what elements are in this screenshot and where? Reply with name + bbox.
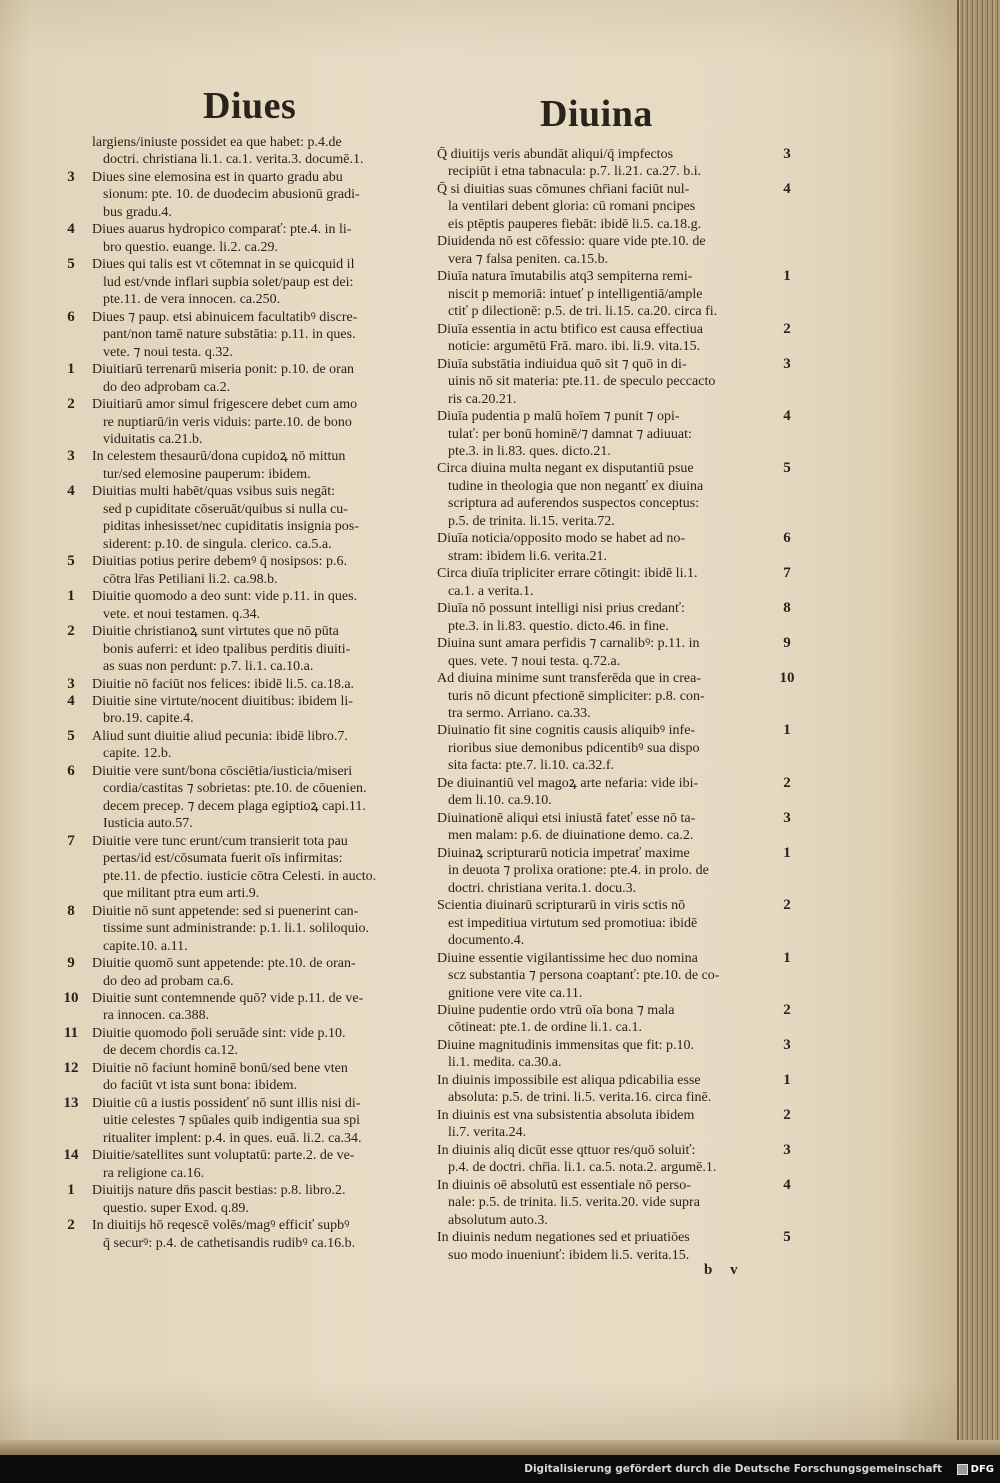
index-entry xyxy=(67,308,432,361)
index-entry xyxy=(437,180,791,233)
entry-line: Diuitiarū amor simul frigescere debet cum amo xyxy=(92,397,358,413)
entry-line: de decem chordis ca.12. xyxy=(103,1043,238,1059)
entry-line: do deo adprobam ca.2. xyxy=(103,379,231,395)
entry-line: In diuinis est vna subsistentia absoluta ibidem xyxy=(437,1107,695,1123)
entry-line: doctri. christiana verita.1. docu.3. xyxy=(448,880,637,896)
entry-line: tra sermo. Arriano. ca.33. xyxy=(448,706,591,721)
entry-number: 1 xyxy=(67,361,75,378)
entry-line: scz substantia ⁊ persona coaptanť: pte.10. de co- xyxy=(448,968,720,984)
entry-line: nale: p.5. de trinita. li.5. verita.20. vide supra xyxy=(448,1195,700,1211)
entry-number: 5 xyxy=(783,1229,791,1246)
entry-line: q̄ securꝰ: p.4. de cathetisandis rudibꝰ ca.16.b. xyxy=(103,1235,356,1251)
index-entry xyxy=(437,897,791,949)
entry-line: Diuine essentie vigilantissime hec duo nomina xyxy=(437,950,698,966)
entry-line: absoluta: p.5. de trini. li.5. verita.16. circa finē. xyxy=(448,1090,712,1106)
entry-line: doctri. christiana li.1. ca.1. verita.3. documē.1. xyxy=(103,152,364,168)
entry-line: Diues ⁊ paup. etsi abinuicem facultatibꝰ discre- xyxy=(92,309,358,325)
entry-line: gnitione vere vite ca.11. xyxy=(448,985,583,1001)
entry-number: 2 xyxy=(783,897,791,914)
entry-number: 9 xyxy=(783,635,791,652)
entry-line: tulať: per bonū hominē/⁊ damnat ⁊ adiuuat: xyxy=(448,426,692,442)
entry-number: 8 xyxy=(783,600,791,617)
entry-line: cōtra lr̄as Petiliani li.2. ca.98.b. xyxy=(103,571,278,587)
entry-line: vete. et noui testamen. q.34. xyxy=(103,606,261,622)
index-entry xyxy=(437,268,791,320)
entry-line: pant/non tamē nature substātia: p.11. in ques. xyxy=(103,327,356,343)
entry-line: Diuitijs nature dn̄s pascit bestias: p.8. libro.2. xyxy=(92,1183,346,1199)
entry-line: Diuitie nō faciunt hominē bonū/sed bene vten xyxy=(92,1060,348,1076)
entry-line: que militant ptra eum arti.9. xyxy=(103,886,260,902)
entry-line: absolutum auto.3. xyxy=(448,1212,548,1228)
entry-number: 3 xyxy=(67,448,75,465)
entry-line: re nuptiarū/in veris viduis: parte.10. de bono xyxy=(103,414,352,430)
entry-line: Diuīa nō possunt intelligi nisi prius credanť: xyxy=(437,601,685,617)
entry-line: Diuitie christianoꝝ sunt virtutes que nō pūta xyxy=(92,624,339,640)
index-entry xyxy=(63,989,432,1025)
entry-number: 2 xyxy=(783,1106,791,1123)
entry-line: Diuitie quomō sunt appetende: pte.10. de oran- xyxy=(92,956,356,972)
entry-line: niscit p memoriā: intueť p intelligentiā/ample xyxy=(448,286,703,302)
index-entry xyxy=(67,693,432,728)
entry-line: ctiť p dilectionē: p.5. de tri. li.15. ca.20. circa fi. xyxy=(448,304,718,320)
entry-line: Diuitie nō faciūt nos felices: ibidē li.5. ca.18.a. xyxy=(92,676,355,692)
index-entry xyxy=(67,483,432,553)
index-entry xyxy=(67,727,432,763)
entry-number: 4 xyxy=(67,693,75,709)
index-entry xyxy=(437,844,791,897)
index-entry xyxy=(437,320,791,356)
entry-number: 11 xyxy=(63,1024,79,1041)
index-entry xyxy=(437,809,791,845)
entry-line: In diuinis nedum negationes sed et priuatiōes xyxy=(437,1230,690,1246)
entry-line: pte.3. in li.83. questio. dicto.46. in fine. xyxy=(448,618,669,634)
index-entry xyxy=(437,722,791,774)
entry-line: sed p cupiditate cōseruāt/quibus si nulla cu- xyxy=(103,501,348,517)
entry-line: in deuota ⁊ prolixa oratione: pte.4. in prolo. de xyxy=(448,863,709,879)
entry-line: p.5. de trinita. li.15. verita.72. xyxy=(448,513,615,529)
index-entry xyxy=(67,396,432,448)
entry-line: pte.11. de vera innocen. ca.250. xyxy=(103,292,281,308)
index-entry xyxy=(437,146,791,181)
entry-line: ritualiter implent: p.4. in ques. euā. li.2. ca.34. xyxy=(103,1130,362,1146)
entry-number: 6 xyxy=(67,308,75,325)
entry-number: 3 xyxy=(783,146,791,162)
entry-line: Diuitias multi habēt/quas vsibus suis negāt: xyxy=(92,484,336,500)
index-entry xyxy=(67,955,432,990)
index-entry xyxy=(67,256,432,308)
index-entry xyxy=(437,355,791,408)
index-entry xyxy=(437,949,791,1002)
entry-line: sita facta: pte.7. li.10. ca.32.f. xyxy=(448,758,614,774)
entry-number: 3 xyxy=(67,168,75,185)
entry-line: la ventilari debent gloria: cū romani pncipes xyxy=(448,199,696,215)
entry-line: Diues qui talis est vt cōtemnat in se quicquid il xyxy=(92,257,355,273)
entry-line: uitie celestes ⁊ spūales quib indigentia sua spi xyxy=(103,1113,360,1129)
page-stack-edge xyxy=(960,0,1000,1455)
index-entry xyxy=(437,670,795,722)
entry-line: largiens/iniuste possidet ea que habet: p.4.de xyxy=(92,135,342,150)
entry-line: Scientia diuinarū scripturarū in viris sctis nō xyxy=(437,898,686,914)
entry-number: 8 xyxy=(67,902,75,919)
entry-line: Q̄ si diuitias suas cōmunes chr̄iani faciūt nul- xyxy=(437,181,690,197)
entry-number: 1 xyxy=(783,949,791,966)
entry-line: Q̄ diuitijs veris abundāt aliqui/q̄ impfectos xyxy=(437,147,674,162)
index-entry xyxy=(67,588,432,623)
index-entry xyxy=(437,1106,791,1142)
index-entry xyxy=(437,460,791,530)
index-entry xyxy=(67,832,432,903)
entry-line: In diuinis oē absolutū est essentiale nō perso- xyxy=(437,1177,691,1193)
entry-number: 7 xyxy=(783,565,791,582)
running-head-left: Diues xyxy=(203,85,297,127)
signature-mark: b v xyxy=(704,1262,745,1278)
entry-number: 3 xyxy=(783,1036,791,1053)
entry-number: 12 xyxy=(63,1059,79,1076)
entry-line: rioribus siue demonibus pdicentibꝰ sua dispo xyxy=(448,740,700,756)
footer-credit: Digitalisierung gefördert durch die Deutsche Forschungsgemeinschaft xyxy=(524,1463,942,1475)
index-entry xyxy=(437,1229,791,1264)
entry-number: 4 xyxy=(67,483,75,500)
entry-line: eis ptēptis pauperes fiebāt: ibidē li.5. ca.18.g. xyxy=(448,216,702,232)
page-edge xyxy=(957,0,959,1452)
index-entry xyxy=(67,762,432,833)
entry-line: tissime sunt administrande: p.1. li.1. soliloquio. xyxy=(103,921,369,937)
entry-line: sionum: pte. 10. de duodecim abusionū gradi- xyxy=(103,187,360,203)
entry-line: Diuitiarū terrenarū miseria ponit: p.10. de oran xyxy=(92,362,355,378)
entry-number: 14 xyxy=(63,1147,79,1164)
entry-line: bonis auferri: et ideo tpalibus perditis diuiti- xyxy=(103,641,351,657)
left-index-column xyxy=(63,134,432,1252)
entry-line: siderent: p.10. de singula. clerico. ca.5.a. xyxy=(103,536,332,552)
entry-number: 4 xyxy=(783,1176,791,1193)
entry-line: Diuitie quomodo a deo sunt: vide p.11. in ques. xyxy=(92,589,358,605)
index-entry xyxy=(67,448,432,483)
entry-line: stram: ibidem li.6. verita.21. xyxy=(448,548,608,564)
entry-line: In diuitijs hō reqescē volēs/magꝰ efficiť supbꝰ xyxy=(92,1218,350,1234)
footer-bar xyxy=(0,1455,1000,1483)
entry-line: Diuine pudentie ordo vtrū oīa bona ⁊ mala xyxy=(437,1002,675,1018)
entry-line: Diuitie vere sunt/bona cōsciētia/iusticia/miseri xyxy=(92,763,353,779)
entry-line: Diuitie vere tunc erunt/cum transierit tota pau xyxy=(92,833,348,849)
page-bottom-edge xyxy=(0,1440,1000,1455)
index-entry xyxy=(437,565,791,600)
entry-line: Diuīa natura īmutabilis atq3 sempiterna remi- xyxy=(437,269,693,285)
index-entry xyxy=(437,1141,791,1177)
entry-line: viduitatis ca.21.b. xyxy=(103,431,203,447)
entry-line: Diuitie quomodo p̄oli seruāde sint: vide p.10. xyxy=(92,1025,346,1041)
right-index-column xyxy=(437,146,795,1264)
entry-line: ques. vete. ⁊ noui testa. q.72.a. xyxy=(448,653,621,669)
entry-number: 3 xyxy=(67,675,75,692)
entry-line: li.7. verita.24. xyxy=(448,1125,527,1141)
entry-line: Diuitie sunt contemnende quō? vide p.11. de ve- xyxy=(92,990,364,1006)
entry-number: 4 xyxy=(783,180,791,197)
entry-line: Diuine magnitudinis immensitas que fit: p.10. xyxy=(437,1037,695,1053)
entry-line: men malam: p.6. de diuinatione demo. ca.2. xyxy=(448,828,694,844)
entry-number: 5 xyxy=(67,727,75,744)
index-entry xyxy=(92,134,432,169)
entry-line: capite.10. a.11. xyxy=(103,938,188,954)
index-entry xyxy=(437,600,791,635)
entry-number: 3 xyxy=(783,355,791,372)
index-entry xyxy=(67,1182,432,1217)
entry-line: cordia/castitas ⁊ sobrietas: pte.10. de cōuenien. xyxy=(103,781,367,797)
entry-line: Circa diuīa tripliciter errare cōtingit: ibidē li.1. xyxy=(437,566,698,582)
entry-line: Diuina sunt amara perfidis ⁊ carnalibꝰ: p.11. in xyxy=(437,636,700,652)
entry-line: decem precep. ⁊ decem plaga egiptioꝝ capi.11. xyxy=(103,798,366,814)
entry-line: Diuīa substātia indiuidua quō sit ⁊ quō in di- xyxy=(437,356,687,372)
index-entry xyxy=(437,1176,791,1229)
index-entry xyxy=(63,1147,432,1182)
entry-line: Diues auarus hydropico comparať: pte.4. in li- xyxy=(92,222,352,238)
entry-line: est impeditiua virtutum sed promotiua: ibidē xyxy=(448,915,698,931)
index-entry xyxy=(67,675,432,693)
entry-line: questio. super Exod. q.89. xyxy=(103,1200,249,1216)
entry-number: 9 xyxy=(67,955,75,972)
index-entry xyxy=(67,221,432,256)
entry-line: Diuīa essentia in actu btifico est causa effectiua xyxy=(437,321,704,337)
entry-number: 2 xyxy=(783,320,791,337)
entry-number: 13 xyxy=(63,1094,79,1111)
index-entry xyxy=(63,1024,432,1060)
index-entry xyxy=(63,1059,432,1095)
entry-number: 10 xyxy=(63,989,79,1006)
index-entry xyxy=(437,1001,791,1037)
entry-number: 4 xyxy=(783,408,791,425)
entry-number: 6 xyxy=(783,530,791,547)
dfg-logo-icon xyxy=(957,1464,968,1475)
entry-number: 5 xyxy=(67,256,75,273)
entry-line: ra religione ca.16. xyxy=(103,1165,205,1181)
entry-number: 2 xyxy=(67,623,75,640)
entry-line: Diuitie nō sunt appetende: sed si puenerint can- xyxy=(92,903,359,919)
index-entry xyxy=(67,623,432,675)
index-entry xyxy=(67,361,432,396)
entry-line: bus gradu.4. xyxy=(103,204,172,220)
index-entry xyxy=(63,1094,432,1147)
entry-line: as suas non perdunt: p.7. li.1. ca.10.a. xyxy=(103,659,314,675)
entry-line: Circa diuina multa negant ex disputantiū psue xyxy=(437,461,694,477)
entry-line: vera ⁊ falsa peniten. ca.15.b. xyxy=(448,251,609,267)
entry-number: 4 xyxy=(67,221,75,238)
entry-line: uinis nō sit materia: pte.11. de speculo peccacto xyxy=(448,374,716,390)
entry-line: Ad diuina minime sunt transferēda que in crea- xyxy=(437,671,701,687)
entry-line: Iusticia auto.57. xyxy=(103,816,193,832)
entry-line: suo modo inueniunť: ibidem li.5. verita.15. xyxy=(448,1247,690,1263)
entry-line: cōtineat: pte.1. de ordine li.1. ca.1. xyxy=(448,1020,642,1036)
index-entry xyxy=(67,902,432,955)
running-head-right: Diuina xyxy=(540,93,653,135)
entry-number: 1 xyxy=(783,1071,791,1088)
entry-line: li.1. medita. ca.30.a. xyxy=(448,1055,562,1071)
entry-number: 7 xyxy=(67,832,75,849)
entry-line: In celestem thesaurū/dona cupidoꝝ nō mittun xyxy=(92,449,346,465)
dfg-logo-text: DFG xyxy=(970,1463,994,1475)
entry-line: turis nō dicunt pfectionē simpliciter: p.8. con- xyxy=(448,688,705,704)
entry-line: recipiūt i etna tabnacula: p.7. li.21. ca.27. b.i. xyxy=(448,164,702,180)
entry-number: 6 xyxy=(67,762,75,779)
entry-line: De diuinantiū vel magoꝝ arte nefaria: vide ibi- xyxy=(437,775,699,791)
index-entry xyxy=(437,530,791,565)
entry-number: 2 xyxy=(67,1217,75,1234)
entry-line: tudine in theologia que non negantť ex diuina xyxy=(448,478,704,494)
dfg-logo xyxy=(957,1461,994,1477)
entry-line: vete. ⁊ noui testa. q.32. xyxy=(103,344,233,360)
entry-line: In diuinis impossibile est aliqua pdicabilia esse xyxy=(437,1072,701,1088)
entry-line: pte.11. de pfectio. iusticie cōtra Celesti. in aucto. xyxy=(103,868,377,884)
entry-line: pertas/id est/cōsumata fuerit oīs infirmitas: xyxy=(103,851,343,867)
entry-line: documento.4. xyxy=(448,933,525,949)
entry-number: 5 xyxy=(67,553,75,570)
entry-line: In diuinis aliq dicūt esse qttuor res/quō soluiť: xyxy=(437,1142,696,1158)
entry-number: 2 xyxy=(783,774,791,791)
index-entry xyxy=(67,168,432,221)
entry-line: piditas inhesisset/nec cupiditatis insignia pos- xyxy=(103,519,359,535)
entry-line: Diuīa noticia/opposito modo se habet ad no- xyxy=(437,531,686,547)
entry-number: 5 xyxy=(783,460,791,477)
entry-line: Diuitie sine virtute/nocent diuitibus: ibidem li- xyxy=(92,694,353,709)
entry-line: Diuitie/satellites sunt voluptatū: parte.2. de ve- xyxy=(92,1148,355,1164)
entry-line: bro.19. capite.4. xyxy=(103,711,194,727)
entry-number: 1 xyxy=(67,1182,75,1199)
entry-number: 1 xyxy=(783,722,791,739)
index-entry xyxy=(437,1071,791,1107)
entry-number: 1 xyxy=(783,268,791,285)
entry-line: ra innocen. ca.388. xyxy=(103,1008,210,1024)
entry-line: ca.1. a verita.1. xyxy=(448,583,534,599)
entry-line: bro questio. euange. li.2. ca.29. xyxy=(103,239,278,255)
entry-line: dem li.10. ca.9.10. xyxy=(448,793,552,809)
entry-line: Diuinaꝝ scripturarū noticia impetrať maxime xyxy=(437,845,690,861)
index-entry xyxy=(437,1036,791,1072)
index-entry xyxy=(437,233,772,268)
index-entry xyxy=(437,635,791,670)
entry-line: capite. 12.b. xyxy=(103,746,172,762)
entry-line: Diuīa pudentia p malū hoīem ⁊ punit ⁊ opi- xyxy=(437,409,680,425)
entry-number: 3 xyxy=(783,1141,791,1158)
entry-line: noticie: argumētū Frā. maro. ibi. li.9. vita.15. xyxy=(448,339,701,355)
index-entry xyxy=(437,774,791,810)
entry-line: Diuinationē aliqui etsi iniustā fateť esse nō ta- xyxy=(437,810,696,826)
entry-number: 3 xyxy=(783,809,791,826)
entry-line: p.4. de doctri. chr̄ia. li.1. ca.5. nota.2. argumē.1. xyxy=(448,1160,717,1176)
entry-number: 1 xyxy=(67,588,75,605)
entry-number: 1 xyxy=(783,844,791,861)
entry-line: do deo ad probam ca.6. xyxy=(103,973,234,989)
entry-line: Aliud sunt diuitie aliud pecunia: ibidē libro.7. xyxy=(92,728,348,744)
entry-line: Diuinatio fit sine cognitis causis aliquibꝰ infe- xyxy=(437,723,696,739)
entry-line: tur/sed elemosine pauperum: ibidem. xyxy=(103,466,311,482)
entry-line: pte.3. in li.83. ques. dicto.21. xyxy=(448,443,611,459)
index-entry xyxy=(437,408,791,460)
entry-number: 10 xyxy=(779,670,795,687)
entry-line: lud est/vnde inflari supbia solet/paup est dei: xyxy=(103,274,354,290)
entry-line: Diuidenda nō est cōfessio: quare vide pte.10. de xyxy=(437,234,706,250)
entry-number: 2 xyxy=(67,396,75,413)
entry-number: 2 xyxy=(783,1001,791,1018)
entry-line: scriptura ad auferendos suspectos conceptus: xyxy=(448,496,700,512)
entry-line: Diuitias potius perire debemꝰ q̄ nosipsos: p.6. xyxy=(92,554,347,570)
entry-line: Diues sine elemosina est in quarto gradu abu xyxy=(92,169,343,185)
index-entry xyxy=(67,553,432,588)
entry-line: Diuitie cū a iustis possidenť nō sunt illis nisi di- xyxy=(92,1095,361,1111)
entry-line: do faciūt vt ista sunt bona: ibidem. xyxy=(103,1078,298,1094)
index-entry xyxy=(67,1217,432,1252)
entry-line: ris ca.20.21. xyxy=(448,391,517,407)
